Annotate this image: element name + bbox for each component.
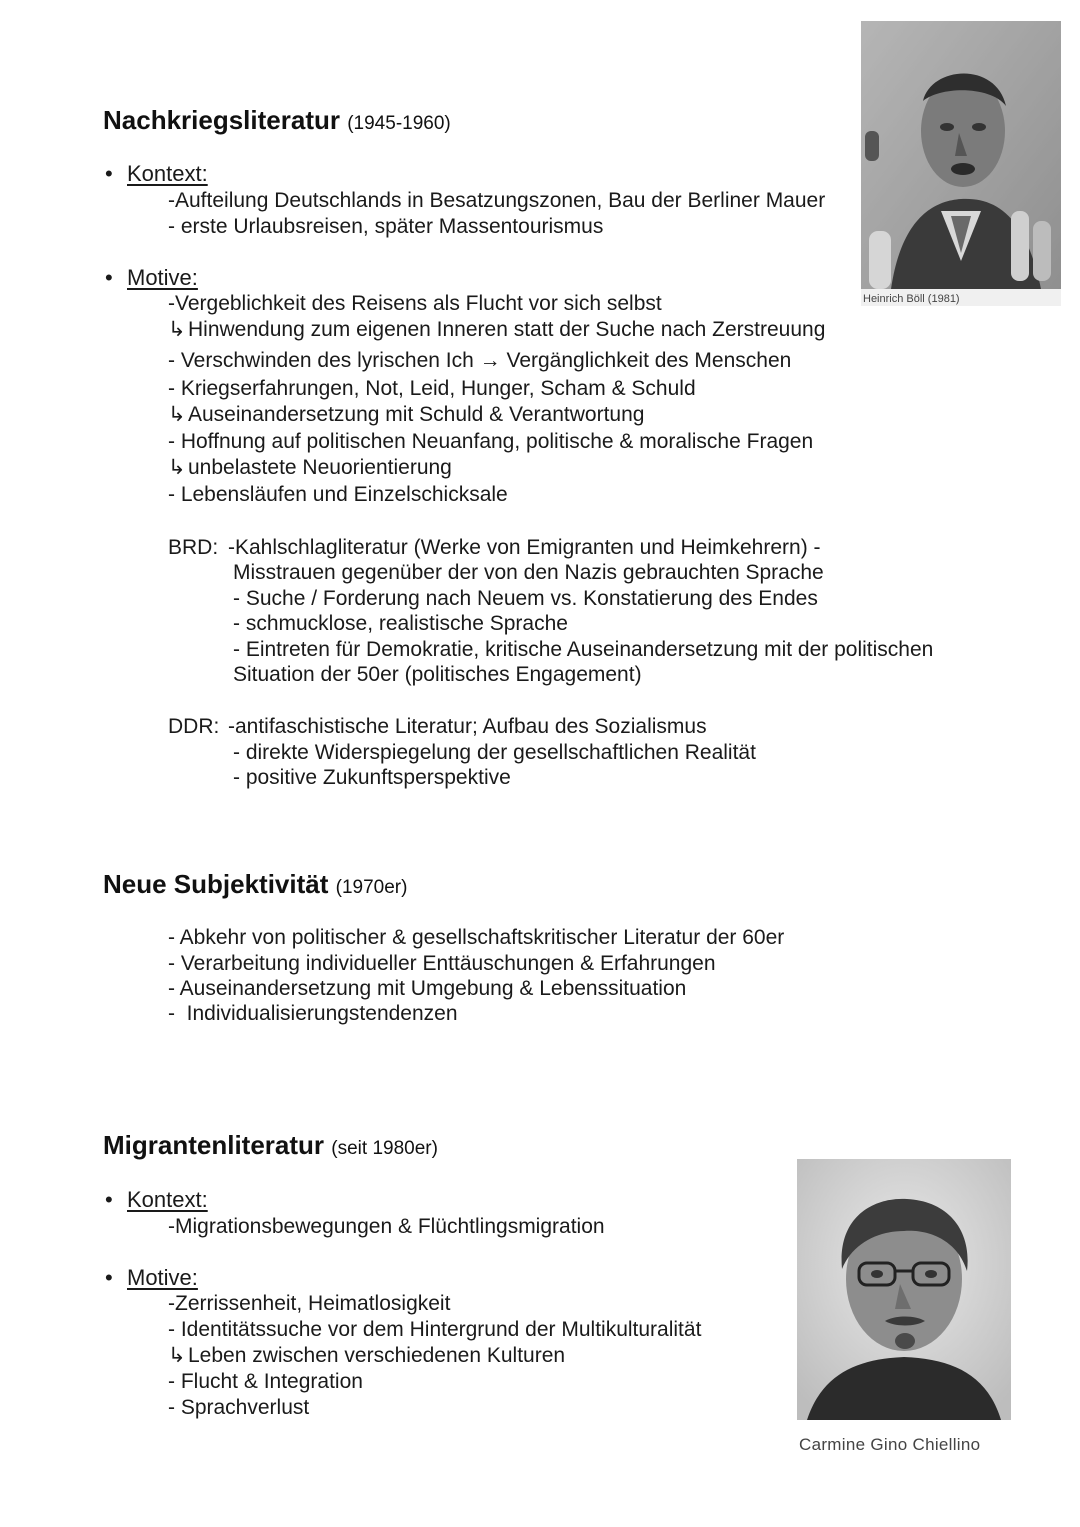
text-line: - Eintreten für Demokratie, kritische Auseinandersetzung mit der politischen (233, 638, 934, 661)
brd-label: BRD: (168, 536, 219, 559)
text-line: -Zerrissenheit, Heimatlosigkeit (168, 1292, 451, 1315)
section-heading-migrantenliteratur (103, 1130, 438, 1161)
motive-label: Motive: (127, 1265, 198, 1290)
text-line: -Aufteilung Deutschlands in Besatzungszonen, Bau der Berliner Mauer (168, 189, 826, 212)
motive-label: Motive: (127, 265, 198, 290)
sub-line (168, 1343, 565, 1369)
heading-title: Migrantenliteratur (103, 1130, 325, 1160)
text-line: - schmucklose, realistische Sprache (233, 612, 568, 635)
text-line: - Sprachverlust (168, 1396, 310, 1419)
portrait-photo (861, 21, 1061, 289)
sub-arrow-icon: ↳ (168, 1344, 186, 1367)
text-line: - Individualisierungstendenzen (168, 1002, 458, 1025)
text-line: - Verschwinden des lyrischen Ich → Vergänglichkeit des Menschen (168, 349, 792, 372)
text-line: - Auseinandersetzung mit Umgebung & Lebenssituation (168, 977, 687, 1000)
bullet-motive (105, 265, 198, 291)
text-line: - Verarbeitung individueller Enttäuschungen & Erfahrungen (168, 952, 716, 975)
kontext-label: Kontext: (127, 161, 208, 186)
text-line: -antifaschistische Literatur; Aufbau des Sozialismus (228, 715, 707, 738)
text-line: -Migrationsbewegungen & Flüchtlingsmigration (168, 1215, 605, 1238)
section-heading-nachkriegsliteratur (103, 105, 451, 136)
portrait-photo (797, 1159, 1011, 1420)
photo-caption: Carmine Gino Chiellino (799, 1435, 981, 1454)
sub-line (168, 317, 825, 343)
text-line: Situation der 50er (politisches Engagement) (233, 663, 642, 686)
text-line: Auseinandersetzung mit Schuld & Verantwortung (188, 403, 645, 426)
heading-title: Nachkriegsliteratur (103, 105, 340, 135)
bullet-kontext (105, 161, 208, 187)
text-line: - Suche / Forderung nach Neuem vs. Konstatierung des Endes (233, 587, 818, 610)
bullet-dot: • (105, 1187, 113, 1212)
text-line: - Hoffnung auf politischen Neuanfang, politische & moralische Fragen (168, 430, 814, 453)
text-line: - erste Urlaubsreisen, später Massentourismus (168, 215, 604, 238)
heading-years: (1945-1960) (347, 113, 451, 134)
text-line: Misstrauen gegenüber der von den Nazis gebrauchten Sprache (233, 561, 824, 584)
sub-arrow-icon: ↳ (168, 403, 186, 426)
heading-years: (1970er) (335, 877, 408, 898)
sub-arrow-icon: ↳ (168, 318, 186, 341)
text-line: - Identitätssuche vor dem Hintergrund der Multikulturalität (168, 1318, 702, 1341)
sub-line (168, 402, 644, 428)
text-line: - Lebensläufen und Einzelschicksale (168, 483, 508, 506)
section-heading-neue-subjektivitaet (103, 869, 407, 900)
text-line: - Flucht & Integration (168, 1370, 363, 1393)
heading-title: Neue Subjektivität (103, 869, 329, 899)
kontext-label: Kontext: (127, 1187, 208, 1212)
text-line: - Abkehr von politischer & gesellschaftskritischer Literatur der 60er (168, 926, 785, 949)
bullet-dot: • (105, 161, 113, 186)
text-line: - positive Zukunftsperspektive (233, 766, 511, 789)
text-line: -Kahlschlagliteratur (Werke von Emigranten und Heimkehrern) - (228, 536, 821, 559)
text-line: Hinwendung zum eigenen Inneren statt der Suche nach Zerstreuung (188, 318, 826, 341)
text-line: -Vergeblichkeit des Reisens als Flucht vor sich selbst (168, 292, 662, 315)
text-line: unbelastete Neuorientierung (188, 456, 452, 479)
bullet-kontext (105, 1187, 208, 1213)
ddr-label: DDR: (168, 715, 220, 738)
bullet-dot: • (105, 265, 113, 290)
heading-years: (seit 1980er) (331, 1138, 438, 1159)
sub-line (168, 455, 452, 481)
author-photo-frame (797, 1159, 1011, 1420)
text-line: Leben zwischen verschiedenen Kulturen (188, 1344, 566, 1367)
bullet-dot: • (105, 1265, 113, 1290)
text-line: - Kriegserfahrungen, Not, Leid, Hunger, Scham & Schuld (168, 377, 696, 400)
sub-arrow-icon: ↳ (168, 456, 186, 479)
bullet-motive (105, 1265, 198, 1291)
photo-caption: Heinrich Böll (1981) (863, 293, 960, 305)
text-line: - direkte Widerspiegelung der gesellschaftlichen Realität (233, 741, 756, 764)
author-photo-frame (861, 21, 1061, 306)
